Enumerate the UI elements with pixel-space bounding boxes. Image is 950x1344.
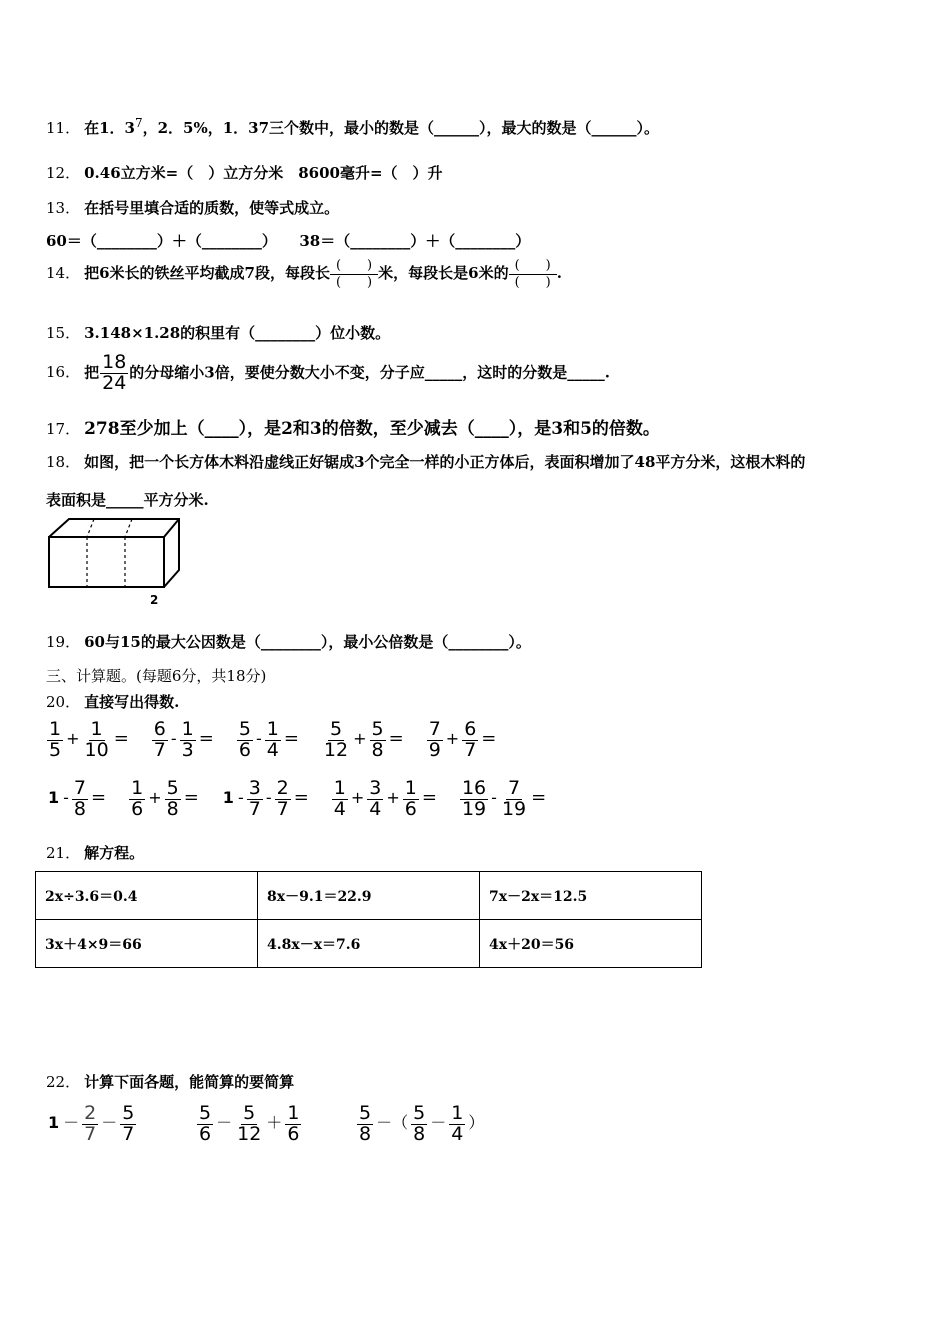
question-18: 18． 如图，把一个长方体木料沿虚线正好锯成3个完全一样的小正方体后，表面积增加了48平方分米，这根木料的 <box>46 453 806 471</box>
equals-sign: = <box>198 728 214 750</box>
equals-sign: = <box>531 787 547 809</box>
fraction <box>367 779 383 820</box>
question-20: 20． 直接写出得数. <box>46 693 180 711</box>
operator: + <box>353 729 367 749</box>
denominator: 12 <box>237 1122 262 1145</box>
equals-sign: = <box>481 728 497 750</box>
question-14: 14． 把6米长的铁丝平均截成7段，每段长 ( ) ( ) 米，每段长是6米的 ( ) ( ) . <box>46 258 562 290</box>
numerator: 3 <box>248 777 261 799</box>
arithmetic-expression <box>221 779 331 820</box>
equation-cell: 3x＋4×9＝66 <box>36 920 258 968</box>
numerator: 6 <box>464 718 477 740</box>
cut-line <box>125 519 132 537</box>
denominator: 6 <box>131 797 144 820</box>
denominator: 4 <box>369 797 382 820</box>
fraction <box>460 779 488 820</box>
numerator: 7 <box>507 777 521 799</box>
denominator: 8 <box>413 1122 426 1145</box>
equals-sign: = <box>421 787 437 809</box>
fraction <box>275 779 291 820</box>
equation-cell: 8x－9.1＝22.9 <box>258 872 480 920</box>
fraction <box>449 1104 465 1145</box>
fraction <box>180 720 196 761</box>
numerator: 2 <box>84 1102 97 1124</box>
equals-sign: = <box>183 787 199 809</box>
whole-number: 1 <box>222 788 234 808</box>
fraction <box>129 779 145 820</box>
question-21: 21． 解方程。 <box>46 844 145 862</box>
numerator: 5 <box>371 718 384 740</box>
cuboid-front-face <box>49 537 164 587</box>
figure-label: 2 <box>150 593 159 607</box>
fraction <box>427 720 443 761</box>
fraction <box>285 1104 301 1145</box>
operator: - <box>255 729 262 749</box>
fraction <box>411 1104 427 1145</box>
fraction <box>165 779 181 820</box>
numerator: 16 <box>461 777 487 799</box>
denominator: 7 <box>84 1122 97 1145</box>
numerator: 5 <box>199 1102 212 1124</box>
denominator: 7 <box>276 797 289 820</box>
equals-sign: = <box>91 787 107 809</box>
question-11: 11． 在1．$3^7$，2．5%，1．37三个数中，最小的数是（______），最大的数是（______）。 <box>46 116 660 137</box>
operator: － <box>216 1113 233 1133</box>
numerator: 1 <box>90 718 103 740</box>
numerator: 5 <box>329 718 343 740</box>
whole-number: 1 <box>48 788 60 808</box>
operator: + <box>66 729 80 749</box>
fraction <box>47 720 63 761</box>
arithmetic-expression <box>331 779 459 820</box>
question-18-line2: 表面积是_____平方分米. <box>46 491 209 509</box>
denominator: 6 <box>287 1122 300 1145</box>
denominator: 12 <box>323 738 349 761</box>
numerator: 1 <box>333 777 346 799</box>
arithmetic-expression <box>236 720 321 761</box>
numerator: 5 <box>243 1102 256 1124</box>
numerator: 5 <box>238 718 251 740</box>
denominator: 7 <box>464 738 477 761</box>
operator: － <box>63 1113 80 1133</box>
fraction <box>322 720 350 761</box>
denominator: 7 <box>122 1122 135 1145</box>
numerator: 1 <box>131 777 144 799</box>
denominator: 7 <box>153 738 166 761</box>
operator: － <box>101 1113 118 1133</box>
question-22: 22． 计算下面各题，能简算的要简算 <box>46 1073 295 1091</box>
arithmetic-expression <box>46 779 128 820</box>
operator: + <box>386 788 400 808</box>
fraction <box>197 1104 213 1145</box>
arithmetic-expression <box>46 720 151 761</box>
fraction <box>357 1104 373 1145</box>
equals-sign: = <box>113 728 129 750</box>
denominator: 8 <box>359 1122 372 1145</box>
equals-sign: = <box>283 728 299 750</box>
denominator: 3 <box>181 738 194 761</box>
calc-expression <box>356 1104 486 1145</box>
denominator: 8 <box>371 738 384 761</box>
arithmetic-expression <box>321 720 426 761</box>
denominator: 6 <box>238 738 251 761</box>
denominator: 7 <box>248 797 261 820</box>
operator: － <box>430 1113 447 1133</box>
numerator: 7 <box>428 718 441 740</box>
cuboid-top-edge <box>49 519 179 587</box>
operator: + <box>148 788 162 808</box>
arithmetic-expression <box>151 720 236 761</box>
equation-table <box>35 871 702 968</box>
question-16: 16． 把 $\frac{18}{24}$ 的分母缩小3倍，要使分数大小不变，分子应_____，这时的分数是_____. <box>46 351 610 394</box>
fraction <box>247 779 263 820</box>
numerator: 6 <box>153 718 166 740</box>
operator: + <box>445 729 460 749</box>
answer-fraction-blank: ( ) ( ) <box>330 258 378 290</box>
fraction <box>72 779 88 820</box>
numerator: 5 <box>359 1102 372 1124</box>
equals-sign: = <box>293 787 309 809</box>
operator: + <box>350 788 365 808</box>
fraction <box>332 779 348 820</box>
arithmetic-expression <box>128 779 221 820</box>
question-13-equations: 60＝（________）＋（________） 38＝（________）＋（________） <box>46 232 531 250</box>
question-19: 19． 60与15的最大公因数是（________），最小公倍数是（________）。 <box>46 633 531 651</box>
numerator: 1 <box>404 777 417 799</box>
question-13: 13． 在括号里填合适的质数，使等式成立。 <box>46 199 340 217</box>
equation-cell: 2x÷3.6＝0.4 <box>36 872 258 920</box>
denominator: 8 <box>73 797 87 820</box>
numerator: 5 <box>122 1102 135 1124</box>
fraction <box>235 1104 263 1145</box>
arithmetic-expression <box>426 720 519 761</box>
calc-expression <box>46 1104 137 1145</box>
denominator: 5 <box>49 738 62 761</box>
fraction <box>120 1104 136 1145</box>
equation-cell: 4x＋20＝56 <box>480 920 702 968</box>
denominator: 8 <box>166 797 179 820</box>
numerator: 1 <box>451 1102 464 1124</box>
denominator: 9 <box>428 738 441 761</box>
operator: - <box>170 729 177 749</box>
numerator: 1 <box>266 718 279 740</box>
numerator: 3 <box>369 777 382 799</box>
answer-fraction-blank: ( ) ( ) <box>509 258 557 290</box>
arithmetic-expression <box>459 779 568 820</box>
fraction <box>265 720 281 761</box>
denominator: 10 <box>84 738 109 761</box>
arithmetic-row-2 <box>46 779 568 820</box>
fraction <box>370 720 386 761</box>
operator: ） <box>468 1113 485 1133</box>
arithmetic-row-1 <box>46 720 518 761</box>
fraction <box>152 720 168 761</box>
numerator: 5 <box>166 777 179 799</box>
fraction <box>237 720 253 761</box>
denominator: 4 <box>333 797 346 820</box>
equation-cell: 4.8x－x＝7.6 <box>258 920 480 968</box>
operator: - <box>63 788 69 808</box>
fraction <box>83 720 111 761</box>
denominator: 6 <box>199 1122 212 1145</box>
numerator: 1 <box>181 718 194 740</box>
question-12: 12． 0.46立方米=（ ）立方分米 8600毫升=（ ）升 <box>46 164 443 182</box>
cut-line <box>87 519 94 537</box>
equals-sign: = <box>388 728 404 750</box>
cuboid-figure <box>44 515 184 610</box>
whole-number: 1 <box>48 1113 60 1133</box>
denominator: 19 <box>501 797 527 820</box>
denominator: 4 <box>451 1122 464 1145</box>
calc-expression <box>196 1104 302 1145</box>
fraction <box>82 1104 98 1145</box>
operator: ＋ <box>266 1113 283 1133</box>
denominator: 4 <box>266 738 279 761</box>
fraction <box>403 779 419 820</box>
denominator: 6 <box>404 797 417 820</box>
fraction <box>462 720 478 761</box>
numerator: 1 <box>49 718 62 740</box>
operator: －（ <box>376 1113 409 1133</box>
numerator: 7 <box>73 777 87 799</box>
table-row <box>36 872 702 920</box>
operator: - <box>491 788 497 808</box>
numerator: 2 <box>276 777 289 799</box>
operator: - <box>237 788 244 808</box>
fraction <box>500 779 528 820</box>
equation-cell: 7x－2x＝12.5 <box>480 872 702 920</box>
numerator: 5 <box>413 1102 426 1124</box>
denominator: 19 <box>461 797 487 820</box>
fraction: $\frac{18}{24}$ <box>102 351 127 394</box>
question-17: 17． 278至少加上（____），是2和3的倍数，至少减去（____），是3和5的倍数。 <box>46 419 660 439</box>
section-3-heading: 三、计算题。(每题6分，共18分) <box>46 667 267 685</box>
operator: - <box>265 788 272 808</box>
question-15: 15． 3.148×1.28的积里有（________）位小数。 <box>46 324 391 342</box>
numerator: 1 <box>287 1102 300 1124</box>
table-row <box>36 920 702 968</box>
